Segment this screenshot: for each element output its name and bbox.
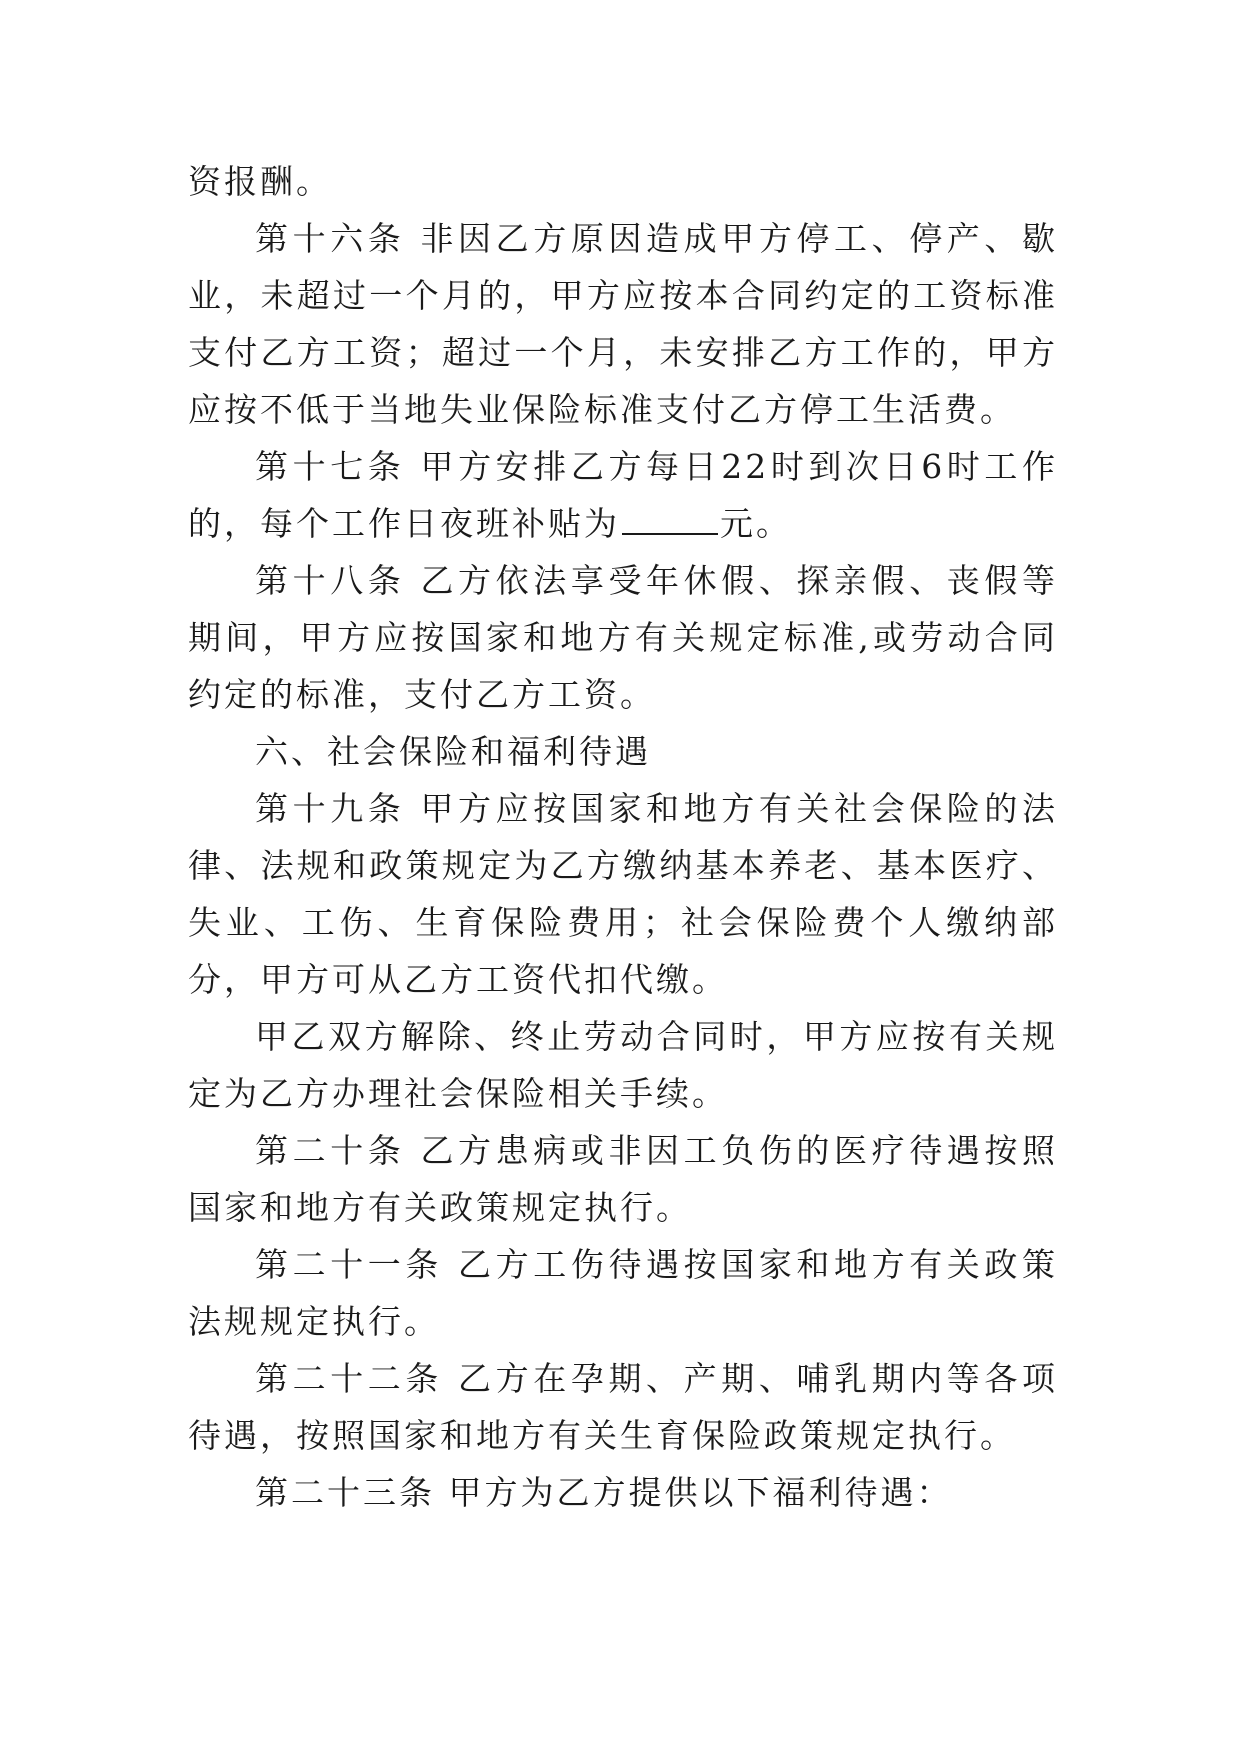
document-body xyxy=(188,153,1058,1521)
night-allowance-blank xyxy=(622,503,718,535)
paragraph-article-21: 第二十一条 乙方工伤待遇按国家和地方有关政策法规规定执行。 xyxy=(188,1245,1058,1341)
article-17-unit: 元。 xyxy=(720,504,792,543)
article-17-text: 第十七条 甲方安排乙方每日22时到次日6时工作的，每个工作日夜班补贴为 xyxy=(188,447,1058,543)
paragraph-article-17 xyxy=(188,438,1058,552)
paragraph-article-23: 第二十三条 甲方为乙方提供以下福利待遇： xyxy=(255,1473,953,1512)
section-heading-social-insurance: 六、社会保险和福利待遇 xyxy=(255,732,651,771)
paragraph-article-20: 第二十条 乙方患病或非因工负伤的医疗待遇按照国家和地方有关政策规定执行。 xyxy=(188,1131,1058,1227)
paragraph-article-18: 第十八条 乙方依法享受年休假、探亲假、丧假等期间，甲方应按国家和地方有关规定标准,或劳动合同约定的标准，支付乙方工资。 xyxy=(188,561,1058,714)
paragraph-article-16: 第十六条 非因乙方原因造成甲方停工、停产、歇业，未超过一个月的，甲方应按本合同约定的工资标准支付乙方工资；超过一个月，未安排乙方工作的，甲方应按不低于当地失业保险标准支付乙方停工生活费。 xyxy=(188,219,1058,429)
paragraph-article-19: 第十九条 甲方应按国家和地方有关社会保险的法律、法规和政策规定为乙方缴纳基本养老、基本医疗、失业、工伤、生育保险费用；社会保险费个人缴纳部分，甲方可从乙方工资代扣代缴。 xyxy=(188,789,1058,999)
paragraph-termination-procedures: 甲乙双方解除、终止劳动合同时，甲方应按有关规定为乙方办理社会保险相关手续。 xyxy=(188,1017,1058,1113)
paragraph-continuation: 资报酬。 xyxy=(188,162,332,201)
paragraph-article-22: 第二十二条 乙方在孕期、产期、哺乳期内等各项待遇，按照国家和地方有关生育保险政策规定执行。 xyxy=(188,1359,1058,1455)
